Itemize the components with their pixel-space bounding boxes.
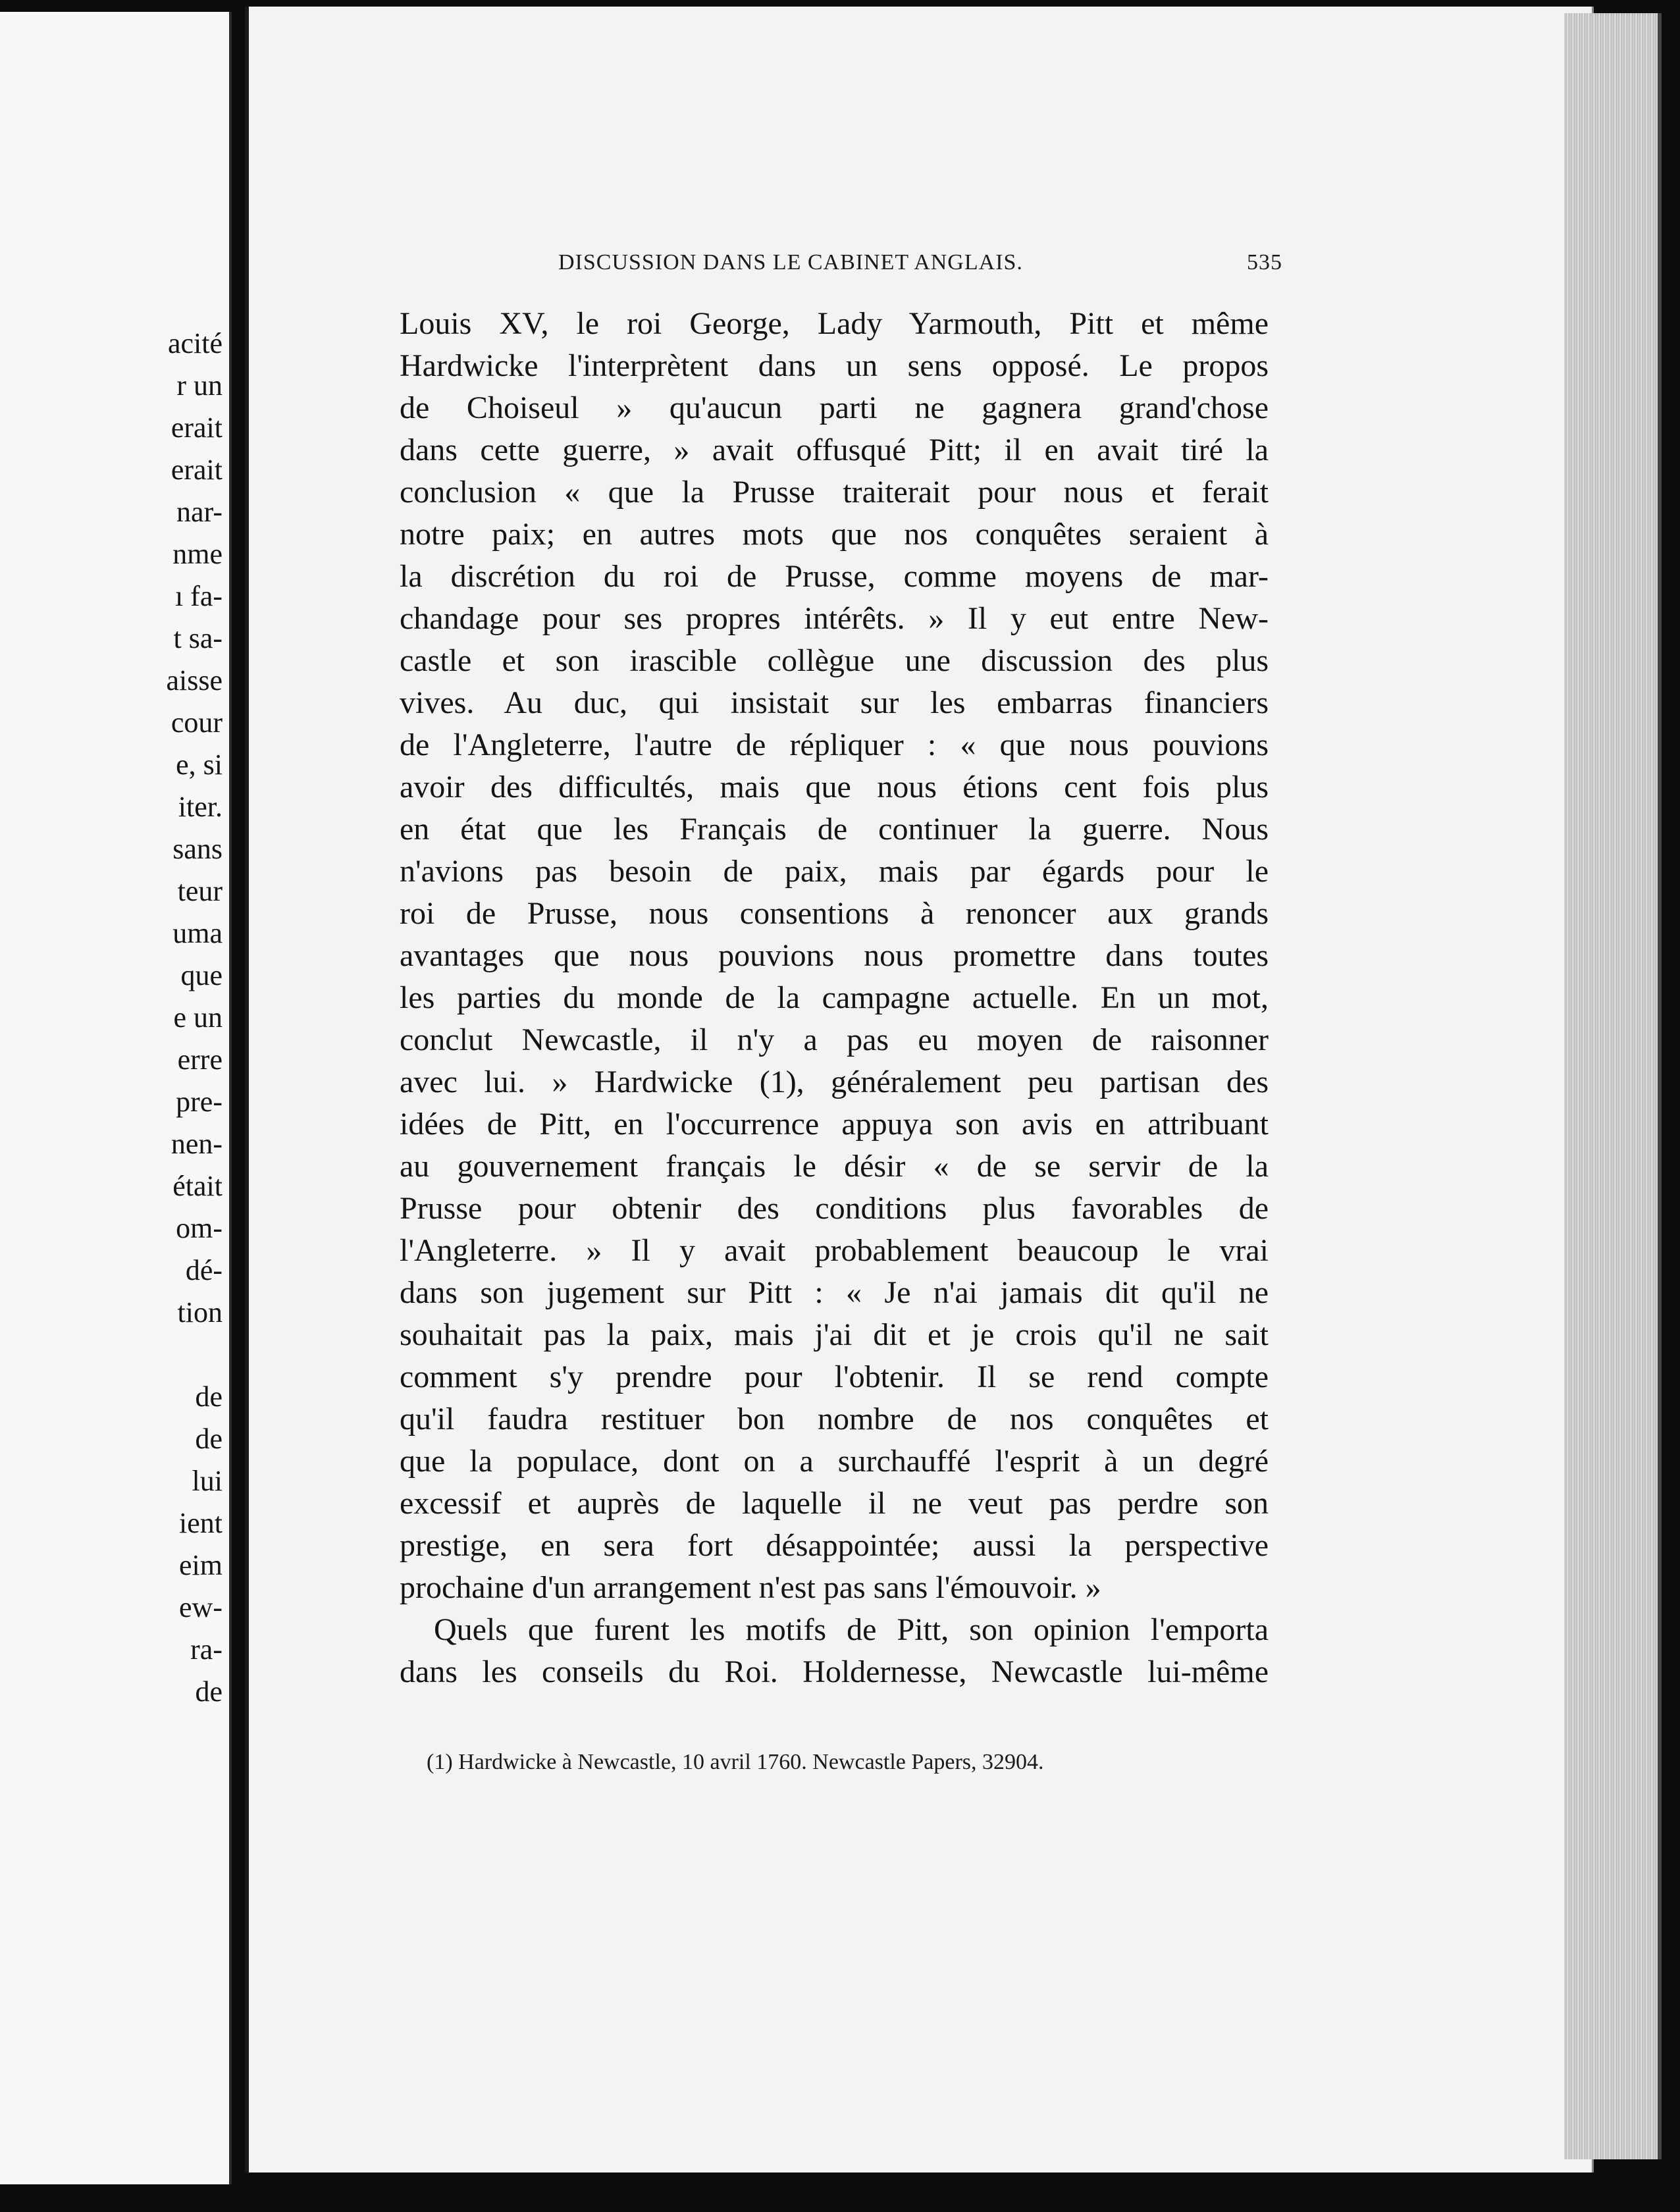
left-page-line-fragment: om- (176, 1212, 223, 1244)
page-edges (1564, 13, 1662, 2159)
left-page-line-fragment: sans (172, 833, 223, 865)
text-line: l'Angleterre. » Il y avait probablement beaucoup le vrai (400, 1233, 1269, 1268)
text-line: conclusion « que la Prusse traiterait pour nous et ferait (400, 475, 1269, 510)
header-title: DISCUSSION DANS LE CABINET ANGLAIS. (558, 250, 1023, 275)
left-page-line-fragment: erait (171, 411, 223, 444)
text-line: comment s'y prendre pour l'obtenir. Il se rend compte (400, 1359, 1269, 1394)
page-number: 535 (1247, 250, 1282, 275)
left-page-line-fragment: de (195, 1423, 223, 1455)
left-page-line-fragment: nar- (176, 496, 223, 528)
text-line: dans cette guerre, » avait offusqué Pitt; il en avait tiré la (400, 433, 1269, 467)
text-line: prochaine d'un arrangement n'est pas sans l'émouvoir. » (400, 1570, 1101, 1605)
left-page-line-fragment: ew- (179, 1591, 223, 1623)
left-page-line-fragment: pre- (176, 1086, 223, 1118)
left-page-line-fragment: uma (172, 917, 223, 949)
left-page-line-fragment: teur (177, 875, 223, 907)
left-page-line-fragment: tion (177, 1296, 223, 1329)
text-line: avoir des difficultés, mais que nous étions cent fois plus (400, 770, 1269, 804)
text-line: en état que les Français de continuer la guerre. Nous (400, 812, 1269, 847)
text-line: Quels que furent les motifs de Pitt, son opinion l'emporta (434, 1612, 1269, 1647)
left-page-line-fragment: erait (171, 454, 223, 486)
text-line: conclut Newcastle, il n'y a pas eu moyen de raisonner (400, 1022, 1269, 1057)
text-line: avec lui. » Hardwicke (1), généralement peu partisan des (400, 1065, 1269, 1099)
left-page-line-fragment: dé- (185, 1254, 223, 1286)
text-line: idées de Pitt, en l'occurrence appuya son avis en attribuant (400, 1107, 1269, 1142)
text-line: Hardwicke l'interprètent dans un sens opposé. Le propos (400, 348, 1269, 383)
text-line: de l'Angleterre, l'autre de répliquer : « que nous pouvions (400, 727, 1269, 762)
left-page-line-fragment: r un (176, 369, 223, 402)
text-line: castle et son irascible collègue une discussion des plus (400, 643, 1269, 678)
text-line: n'avions pas besoin de paix, mais par égards pour le (400, 854, 1269, 889)
left-page-line-fragment: de (195, 1381, 223, 1413)
body-text (400, 303, 1269, 1693)
text-line: souhaitait pas la paix, mais j'ai dit et je crois qu'il ne sait (400, 1317, 1269, 1352)
previous-page-fragment (0, 12, 232, 2184)
text-line: dans son jugement sur Pitt : « Je n'ai jamais dit qu'il ne (400, 1275, 1269, 1310)
left-page-line-fragment: iter. (178, 791, 223, 823)
text-line: Prusse pour obtenir des conditions plus favorables de (400, 1191, 1269, 1226)
text-line: au gouvernement français le désir « de se servir de la (400, 1149, 1269, 1184)
left-page-line-fragment: erre (177, 1043, 223, 1076)
text-line: avantages que nous pouvions nous promettre dans toutes (400, 938, 1269, 973)
text-line: vives. Au duc, qui insistait sur les embarras financiers (400, 685, 1269, 720)
text-line: chandage pour ses propres intérêts. » Il y eut entre New- (400, 601, 1269, 636)
text-line: qu'il faudra restituer bon nombre de nos conquêtes et (400, 1402, 1269, 1436)
left-page-line-fragment: de (195, 1675, 223, 1708)
left-page-line-fragment: nme (172, 538, 223, 570)
text-line: roi de Prusse, nous consentions à renoncer aux grands (400, 896, 1269, 931)
text-line: excessif et auprès de laquelle il ne veut pas perdre son (400, 1486, 1269, 1521)
left-page-line-fragment: était (172, 1170, 223, 1202)
text-line: les parties du monde de la campagne actuelle. En un mot, (400, 980, 1269, 1015)
footnote: (1) Hardwicke à Newcastle, 10 avril 1760. Newcastle Papers, 32904. (427, 1750, 1044, 1774)
left-page-line-fragment: ra- (190, 1633, 223, 1666)
left-page-line-fragment: nen- (171, 1128, 223, 1160)
left-page-line-fragment: t sa- (173, 622, 223, 654)
left-page-line-fragment: aisse (166, 664, 223, 697)
text-line: dans les conseils du Roi. Holdernesse, Newcastle lui-même (400, 1654, 1269, 1689)
left-page-line-fragment: e un (173, 1001, 223, 1034)
text-line: notre paix; en autres mots que nos conquêtes seraient à (400, 517, 1269, 552)
left-page-line-fragment: acité (167, 327, 223, 359)
left-page-line-fragment: e, si (176, 749, 223, 781)
text-line: de Choiseul » qu'aucun parti ne gagnera grand'chose (400, 390, 1269, 425)
left-page-line-fragment: lui (192, 1465, 223, 1497)
text-line: la discrétion du roi de Prusse, comme moyens de mar- (400, 559, 1269, 594)
left-page-line-fragment: ient (179, 1507, 223, 1539)
left-page-line-fragment: cour (171, 706, 223, 739)
text-line: Louis XV, le roi George, Lady Yarmouth, Pitt et même (400, 306, 1269, 341)
text-line: prestige, en sera fort désappointée; aussi la perspective (400, 1528, 1269, 1563)
left-page-line-fragment: eim (179, 1549, 223, 1581)
left-page-line-fragment: ı fa- (174, 580, 223, 612)
text-line: que la populace, dont on a surchauffé l'esprit à un degré (400, 1444, 1269, 1479)
left-page-line-fragment: que (180, 959, 223, 991)
